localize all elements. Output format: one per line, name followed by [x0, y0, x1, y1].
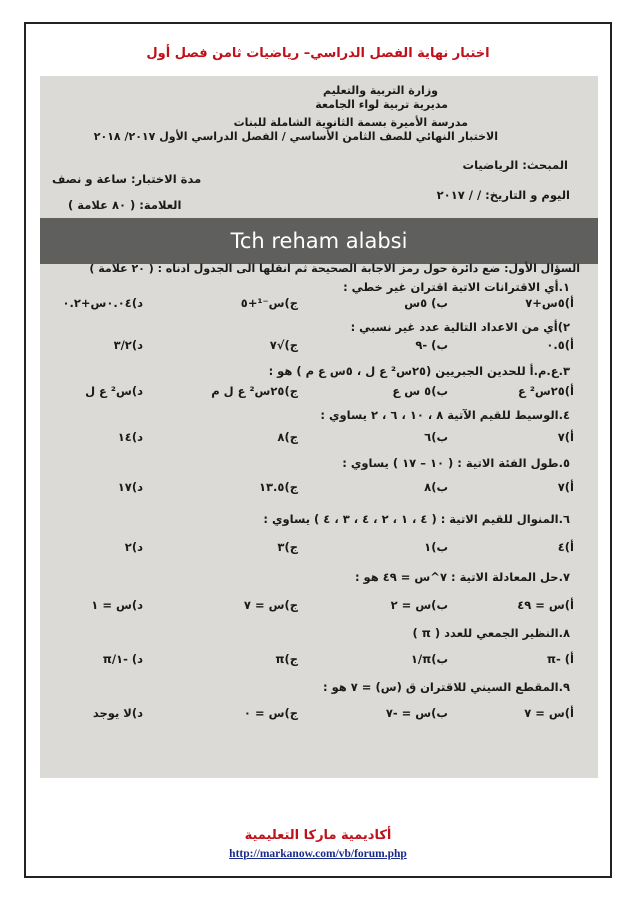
option-c: ج)١٣.٥ — [259, 480, 298, 494]
question-6-options — [40, 540, 598, 558]
option-d: د) -١/π — [102, 652, 143, 666]
option-b: ب)١ — [424, 540, 448, 554]
option-c: ج)س = ٧ — [243, 598, 298, 612]
question-7-options — [40, 598, 598, 616]
option-d: د)٣/٢ — [113, 338, 143, 352]
total-mark: العلامة: ( ٨٠ علامة ) — [68, 198, 182, 212]
question-1-options — [40, 296, 598, 314]
question-3-options — [40, 384, 598, 402]
question-9-options — [40, 706, 598, 724]
option-a: أ)٧ — [557, 480, 574, 494]
subject: المبحث: الرياضيات — [462, 158, 568, 172]
option-c: ج)س⁻¹+٥ — [240, 296, 298, 310]
option-c: ج)π — [275, 652, 298, 666]
question-2-options — [40, 338, 598, 356]
option-b: ب)٨ — [424, 480, 448, 494]
option-b: ب)س = ٢ — [390, 598, 448, 612]
watermark-caption: Tch reham alabsi — [230, 229, 408, 253]
option-a: أ) -π — [546, 652, 574, 666]
exam-date: اليوم و التاريخ: / / ٢٠١٧ — [436, 188, 570, 202]
option-a: أ)س = ٧ — [524, 706, 574, 720]
directorate: مديرية تربية لواء الجامعة — [315, 98, 448, 111]
option-c: ج)س = ٠ — [243, 706, 298, 720]
question-4-options — [40, 430, 598, 448]
question-5-options — [40, 480, 598, 498]
watermark-banner — [40, 218, 598, 264]
option-b: ب)٥ س ع — [392, 384, 448, 398]
option-d: د)س = ١ — [91, 598, 143, 612]
question-2: ٢)أي من الاعداد التالية عدد غير نسبي : — [350, 320, 570, 334]
option-b: ب) -٩ — [415, 338, 448, 352]
question-8-options — [40, 652, 598, 670]
footer-url-link[interactable]: http://markanow.com/vb/forum.php — [229, 848, 407, 860]
question-1: ١.أي الاقترانات الاتية اقتران غير خطي : — [343, 280, 570, 294]
question-8: ٨.النظير الجمعي للعدد ( π ) — [412, 626, 570, 640]
exam-photo — [40, 76, 598, 778]
option-c: ج)٢٥س² ع ل م — [211, 384, 298, 398]
section-1-instructions: السؤال الأول: ضع دائرة حول رمز الاجابة الصحيحة ثم انقلها الى الجدول ادناه : ( ٢٠ علامة ) — [89, 262, 580, 275]
option-a: أ)٧ — [557, 430, 574, 444]
question-9: ٩.المقطع السيني للاقتران ق (س) = ٧ هو : — [322, 680, 570, 694]
option-b: ب)٦ — [424, 430, 448, 444]
option-b: ب)س = -٧ — [385, 706, 448, 720]
page-title: اختبار نهاية الفصل الدراسي– رياضيات ثامن فصل أول — [146, 46, 490, 61]
option-d: د)٠.٠٤س+٠.٢ — [62, 296, 143, 310]
question-7: ٧.حل المعادلة الاتية : ٧^س = ٤٩ هو : — [354, 570, 570, 584]
option-c: ج)٨ — [277, 430, 298, 444]
option-d: د)٢ — [124, 540, 143, 554]
option-b: ب)π/١ — [410, 652, 448, 666]
option-c: ج)٣ — [277, 540, 298, 554]
exam-title: الاختبار النهائي للصف الثامن الأساسي / الفصل الدراسي الأول ٢٠١٧/ ٢٠١٨ — [93, 130, 498, 143]
option-d: د)لا يوجد — [92, 706, 143, 720]
option-a: أ)٤ — [557, 540, 574, 554]
question-5: ٥.طول الفئة الاتية : ( ١٠ – ١٧ ) يساوي : — [342, 456, 570, 470]
option-d: د)١٤ — [117, 430, 143, 444]
option-a: أ)٥س+٧ — [525, 296, 574, 310]
school: مدرسة الأميرة بسمة الثانوية الشاملة للبنات — [233, 116, 468, 129]
option-c: ج)√٧ — [269, 338, 298, 352]
question-6: ٦.المنوال للقيم الاتية : ( ٤ ، ١ ، ٢ ، ٤ ، ٣ ، ٤ ) يساوي : — [263, 512, 570, 526]
ministry: وزارة التربية والتعليم — [323, 84, 438, 97]
option-b: ب) ٥س — [404, 296, 448, 310]
question-3: ٣.ع.م.أ للحدين الجبريين (٢٥س² ع ل ، ٥س ع م ) هو : — [268, 364, 570, 378]
option-a: أ)٢٥س² ع — [517, 384, 574, 398]
footer-academy: أكاديمية ماركا التعليمية — [244, 828, 392, 843]
option-a: أ)س = ٤٩ — [517, 598, 574, 612]
option-d: د)١٧ — [117, 480, 143, 494]
option-d: د)س² ع ل — [85, 384, 143, 398]
question-4: ٤.الوسيط للقيم الآتية ٨ ، ١٠ ، ٦ ، ٢ يساوي : — [320, 408, 570, 422]
option-a: أ)٠.٥ — [546, 338, 574, 352]
duration: مدة الاختبار: ساعة و نصف — [52, 172, 202, 186]
